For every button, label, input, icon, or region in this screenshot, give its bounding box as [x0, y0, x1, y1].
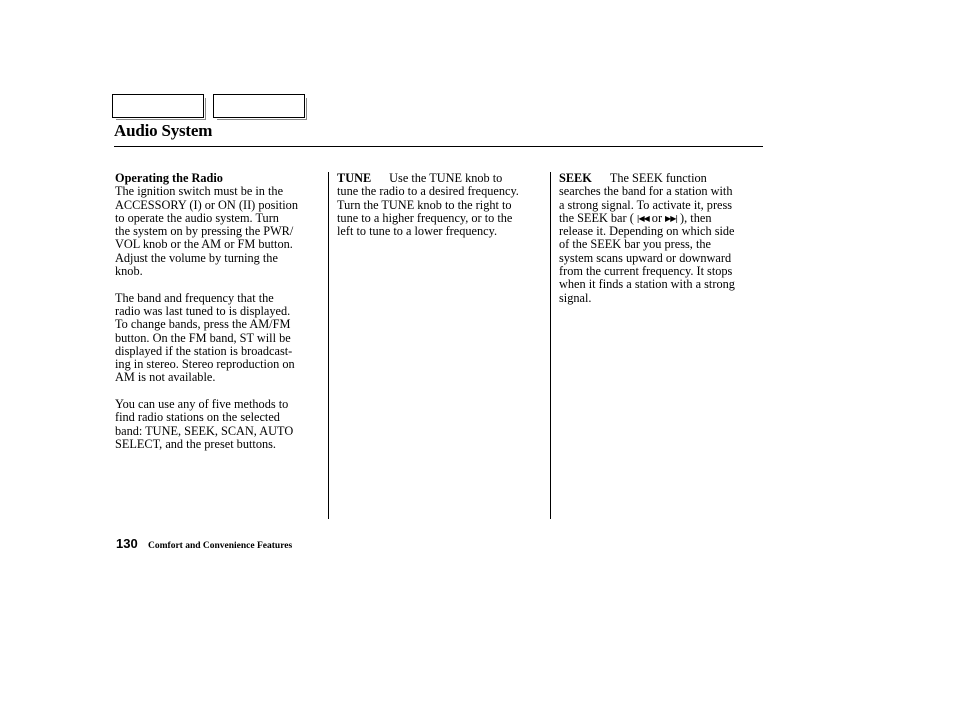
tune-first-line: TUNE Use the TUNE knob to [337, 171, 503, 185]
column-operating-radio [115, 172, 320, 465]
column-seek: SEEK The SEEK function searches the band for a station with a strong signal. To activate it, press the SEEK bar ( |◀◀ or ▶▶| ), then release it. Depending on which side of the SEEK bar you press, the system scans upward or downward from the current frequency. It stops when it finds a station with a strong signal. [559, 172, 759, 305]
tune-term: TUNE [337, 171, 372, 185]
section-heading: Operating the Radio [115, 171, 223, 185]
page-number: 130 [116, 536, 138, 551]
seek-next-icon: ▶▶| [665, 213, 678, 223]
seek-previous-icon: |◀◀ [636, 213, 649, 223]
paragraph-1: The ignition switch must be in the ACCESSORY (I) or ON (II) position to operate the audio system. Turn the system on by pressing the PWR/ VOL knob or the AM or FM button. Adjust the volume by turning the knob. [115, 184, 298, 279]
column-tune: TUNE Use the TUNE knob to tune the radio to a desired frequency. Turn the TUNE knob to the right to tune to a higher frequency, or to the left to tune to a lower frequency. [337, 172, 545, 238]
column-divider-1 [328, 172, 329, 519]
nav-button-next[interactable] [213, 94, 305, 118]
column-divider-2 [550, 172, 551, 519]
nav-button-previous[interactable] [112, 94, 204, 118]
footer-section-title: Comfort and Convenience Features [148, 541, 293, 551]
page-title: Audio System [114, 121, 213, 140]
seek-first-line: SEEK The SEEK function [559, 171, 707, 185]
paragraph-3: You can use any of five methods to find radio stations on the selected band: TUNE, SEEK, SCAN, AUTO SELECT, and the preset buttons. [115, 397, 294, 451]
paragraph-2: The band and frequency that the radio was last tuned to is displayed. To change bands, press the AM/FM button. On the FM band, ST will be displayed if the station is broadcast- ing in stereo. Stereo reproduction on AM is not available. [115, 290, 295, 385]
seek-icon-line: the SEEK bar ( |◀◀ or ▶▶| ), then [559, 210, 712, 225]
title-rule [114, 146, 763, 147]
seek-term: SEEK [559, 171, 592, 185]
